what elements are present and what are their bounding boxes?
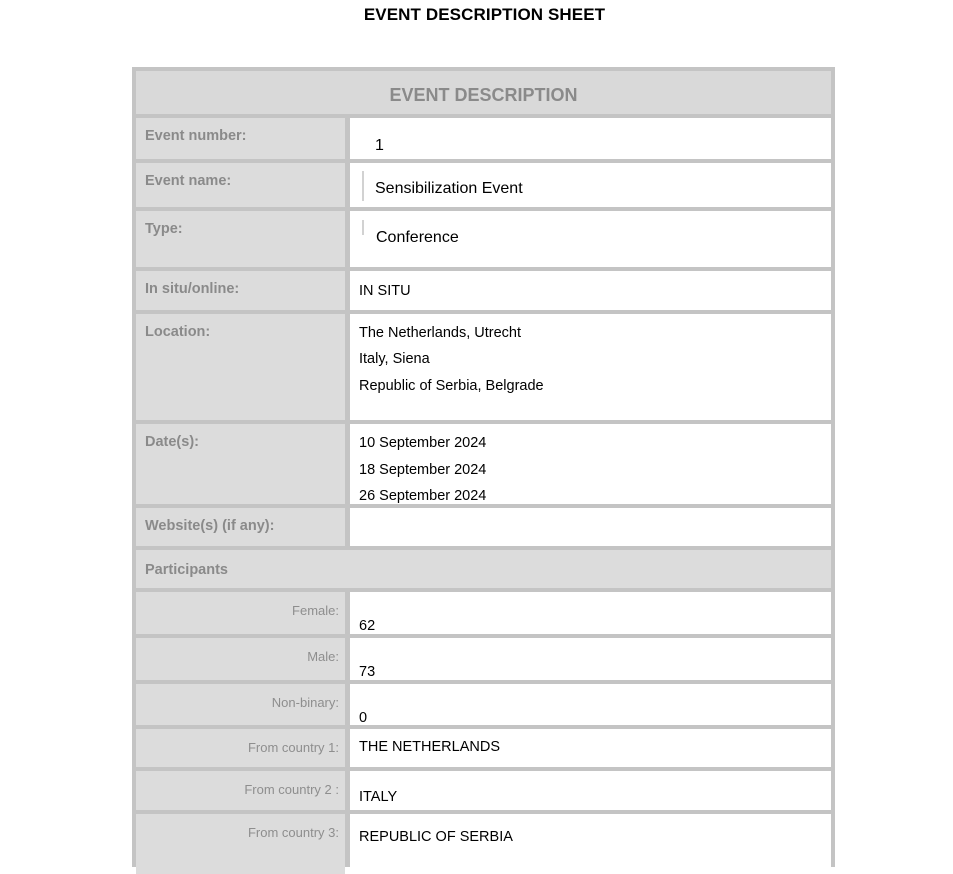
female-value: 62 [359, 618, 376, 634]
location-field[interactable] [350, 314, 831, 420]
participants-section-title: Participants [136, 550, 831, 588]
type-field[interactable] [350, 211, 831, 267]
location-line-1: The Netherlands, Utrecht [359, 325, 521, 341]
male-field[interactable] [350, 638, 831, 680]
non-binary-label: Non-binary: [136, 684, 345, 725]
in-situ-label: In situ/online: [136, 271, 345, 310]
location-line-3: Republic of Serbia, Belgrade [359, 378, 544, 394]
country-2-value: ITALY [359, 789, 398, 805]
dates-field[interactable] [350, 424, 831, 504]
text-cursor-bar [362, 220, 364, 235]
text-cursor-bar [362, 171, 364, 201]
male-label: Male: [136, 638, 345, 680]
event-number-label: Event number: [136, 118, 345, 159]
male-value: 73 [359, 664, 376, 680]
in-situ-value: IN SITU [359, 283, 411, 299]
country-1-value: THE NETHERLANDS [359, 739, 500, 755]
non-binary-value: 0 [359, 710, 368, 726]
country-1-field[interactable] [350, 729, 831, 767]
type-value: Conference [376, 229, 459, 246]
date-line-2: 18 September 2024 [359, 462, 487, 478]
in-situ-field[interactable] [350, 271, 831, 310]
female-field[interactable] [350, 592, 831, 634]
event-description-form [132, 67, 835, 867]
country-2-field[interactable] [350, 771, 831, 810]
page-title: EVENT DESCRIPTION SHEET [363, 5, 606, 24]
country-2-label: From country 2 : [136, 771, 345, 810]
form-header: EVENT DESCRIPTION [136, 71, 831, 114]
dates-label: Date(s): [136, 424, 345, 504]
country-3-field[interactable] [350, 814, 831, 874]
location-label: Location: [136, 314, 345, 420]
event-name-label: Event name: [136, 163, 345, 207]
event-name-field[interactable] [350, 163, 831, 207]
event-name-value: Sensibilization Event [375, 180, 523, 197]
date-line-3: 26 September 2024 [359, 488, 487, 504]
websites-label: Website(s) (if any): [136, 508, 345, 546]
country-1-label: From country 1: [136, 729, 345, 767]
country-3-label: From country 3: [136, 814, 345, 874]
date-line-1: 10 September 2024 [359, 435, 487, 451]
country-3-value: REPUBLIC OF SERBIA [359, 829, 513, 845]
event-number-value: 1 [375, 137, 384, 154]
location-line-2: Italy, Siena [359, 351, 430, 367]
websites-field[interactable] [350, 508, 831, 546]
type-label: Type: [136, 211, 345, 267]
non-binary-field[interactable] [350, 684, 831, 725]
event-number-field[interactable] [350, 118, 831, 159]
female-label: Female: [136, 592, 345, 634]
